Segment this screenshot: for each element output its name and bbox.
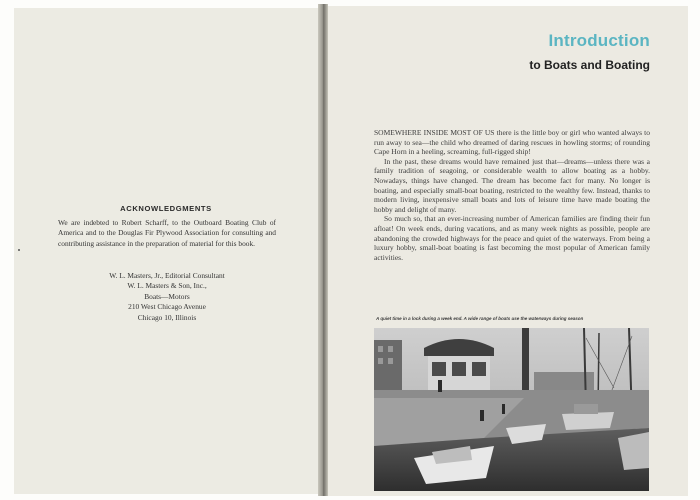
chapter-title: Introduction [548,31,650,50]
page-mark [18,249,20,251]
lock-photo-illustration [374,328,649,491]
paragraph: So much so, that an ever-increasing number of American families are finding their fun afloat! On week ends, during vacations, and as many week nights as possible, people are abandoning the crowded highways for the peace and quiet of the waterways. From being a luxury hobby, small-boat boating is fast becoming the most popular of American family activities. [374,214,650,262]
book-gutter [318,4,328,496]
photo-caption: A quiet time in a lock during a week end. A wide range of boats use the waterways during season [376,316,584,321]
credit-line: Chicago 10, Illinois [137,312,197,322]
acknowledgments-body: We are indebted to Robert Scharff, to the Outboard Boating Club of America and to the Douglas Fir Plywood Association for consulting and contributing assistance in the preparation of material for this book. [58,218,276,248]
paragraph: In the past, these dreams would have remained just that—dreams—unless there was a family tradition of seagoing, or considerable wealth to allow boating as a hobby. Nowadays, things have changed. The dream has become fact for many. No longer is boating, and especially small-boat boating, restricted to the wealthy few. Instead, thanks to modern living, inexpensive small boats and lots of leisure time have made boating the hobby and delight of many. [374,156,650,214]
credit-line: 210 West Chicago Avenue [128,302,206,312]
intro-text [374,128,650,262]
paragraph: SOMEWHERE INSIDE MOST OF US there is the little boy or girl who wanted always to run away to sea—the child who dreamed of daring rescues in howling storms; of rounding Cape Horn in a heeling, screaming, full-rigged ship! [374,128,650,157]
chapter-subtitle: to Boats and Boating [529,58,650,72]
lock-photo [374,328,649,491]
left-page [14,8,318,494]
credit-line: W. L. Masters & Son, Inc., [127,281,207,291]
credit-line: W. L. Masters, Jr., Editorial Consultant [109,271,225,280]
acknowledgments-heading: ACKNOWLEDGMENTS [120,204,212,213]
acknowledgments-credits [58,271,276,323]
credit-line: Boats—Motors [144,291,190,301]
